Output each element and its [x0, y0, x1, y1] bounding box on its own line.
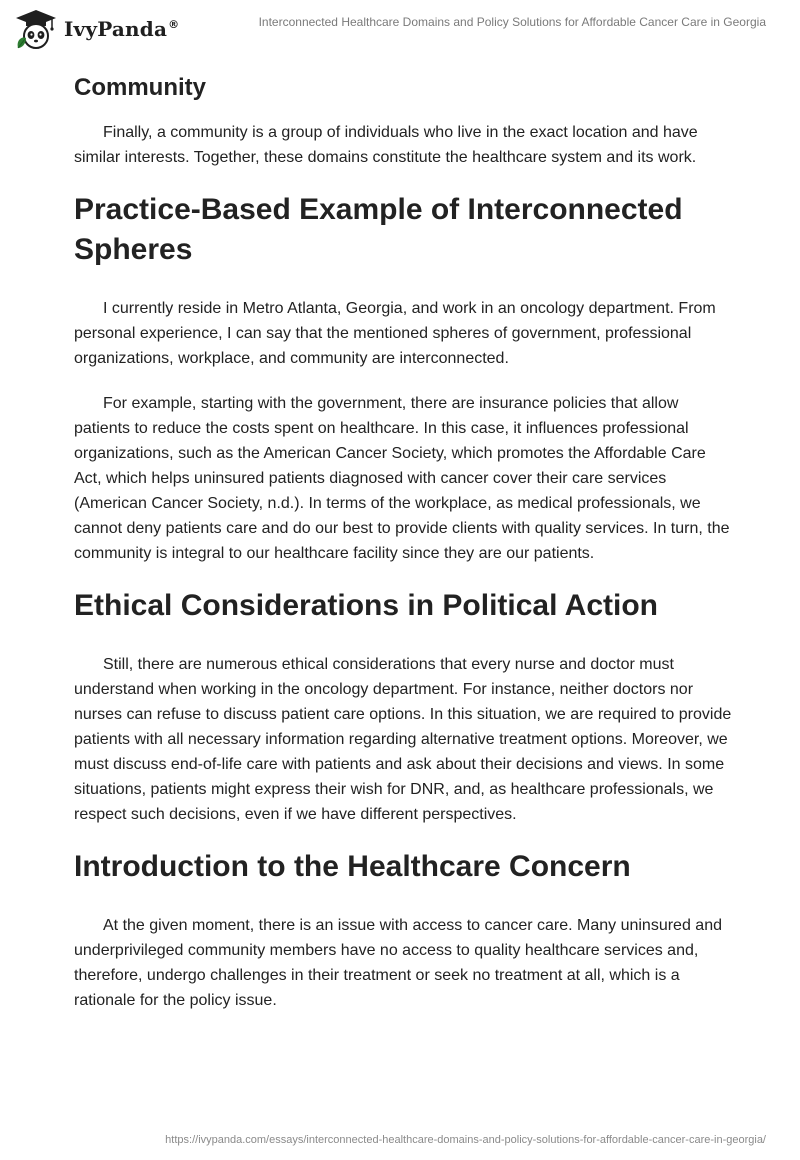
- section-heading-ethical-considerations: Ethical Considerations in Political Action: [74, 589, 658, 622]
- section-healthcare-concern: [74, 847, 734, 1013]
- section-heading-community: Community: [74, 74, 206, 101]
- paragraph: Still, there are numerous ethical considerations that every nurse and doctor must understand when working in the oncology department. For instance, neither doctors nor nurses can refuse to discuss patient care options. In this situation, we are required to provide patients with all necessary information regarding alternative treatment options. Moreover, we must discuss end-of-life care with patients and ask about their decisions and views. In some situations, patients might express their wish for DNR, and, as healthcare professionals, we respect such decisions, even if we have different perspectives.: [74, 656, 732, 823]
- paragraph: For example, starting with the government, there are insurance policies that allow patients to reduce the costs spent on healthcare. In this case, it influences professional organizations, such as the American Cancer Society, which promotes the Affordable Care Act, which helps uninsured patients diagnosed with cancer cover their care services (American Cancer Society, n.d.). In terms of the workplace, as medical professionals, we cannot deny patients care and do our best to provide clients with quality services. In turn, the community is integral to our healthcare facility since they are our patients.: [74, 395, 730, 562]
- essay-content: [74, 70, 734, 1033]
- source-url[interactable]: https://ivypanda.com/essays/interconnected-healthcare-domains-and-policy-solutions-for-affordable-cancer-care-in-georgia/: [165, 1134, 766, 1146]
- section-ethical-considerations: [74, 586, 734, 827]
- section-heading-healthcare-concern: Introduction to the Healthcare Concern: [74, 850, 631, 883]
- section-community: [74, 70, 734, 170]
- document-title: Interconnected Healthcare Domains and Policy Solutions for Affordable Cancer Care in Georgia: [258, 15, 766, 29]
- panda-graduate-logo-icon: [14, 8, 58, 50]
- page-header: [0, 0, 800, 60]
- brand-name: IvyPanda®: [64, 17, 180, 41]
- section-heading-practice-example: Practice-Based Example of Interconnected Spheres: [74, 193, 683, 266]
- section-practice-example: [74, 190, 734, 566]
- paragraph: I currently reside in Metro Atlanta, Georgia, and work in an oncology department. From personal experience, I can say that the mentioned spheres of government, professional organizations, workplace, and community are interconnected.: [74, 300, 716, 367]
- paragraph: At the given moment, there is an issue with access to cancer care. Many uninsured and underprivileged community members have no access to quality healthcare services and, therefore, undergo challenges in their treatment or seek no treatment at all, which is a rationale for the policy issue.: [74, 917, 722, 1009]
- ivypanda-logo[interactable]: [14, 8, 179, 50]
- paragraph: Finally, a community is a group of individuals who live in the exact location and have similar interests. Together, these domains constitute the healthcare system and its work.: [74, 124, 698, 166]
